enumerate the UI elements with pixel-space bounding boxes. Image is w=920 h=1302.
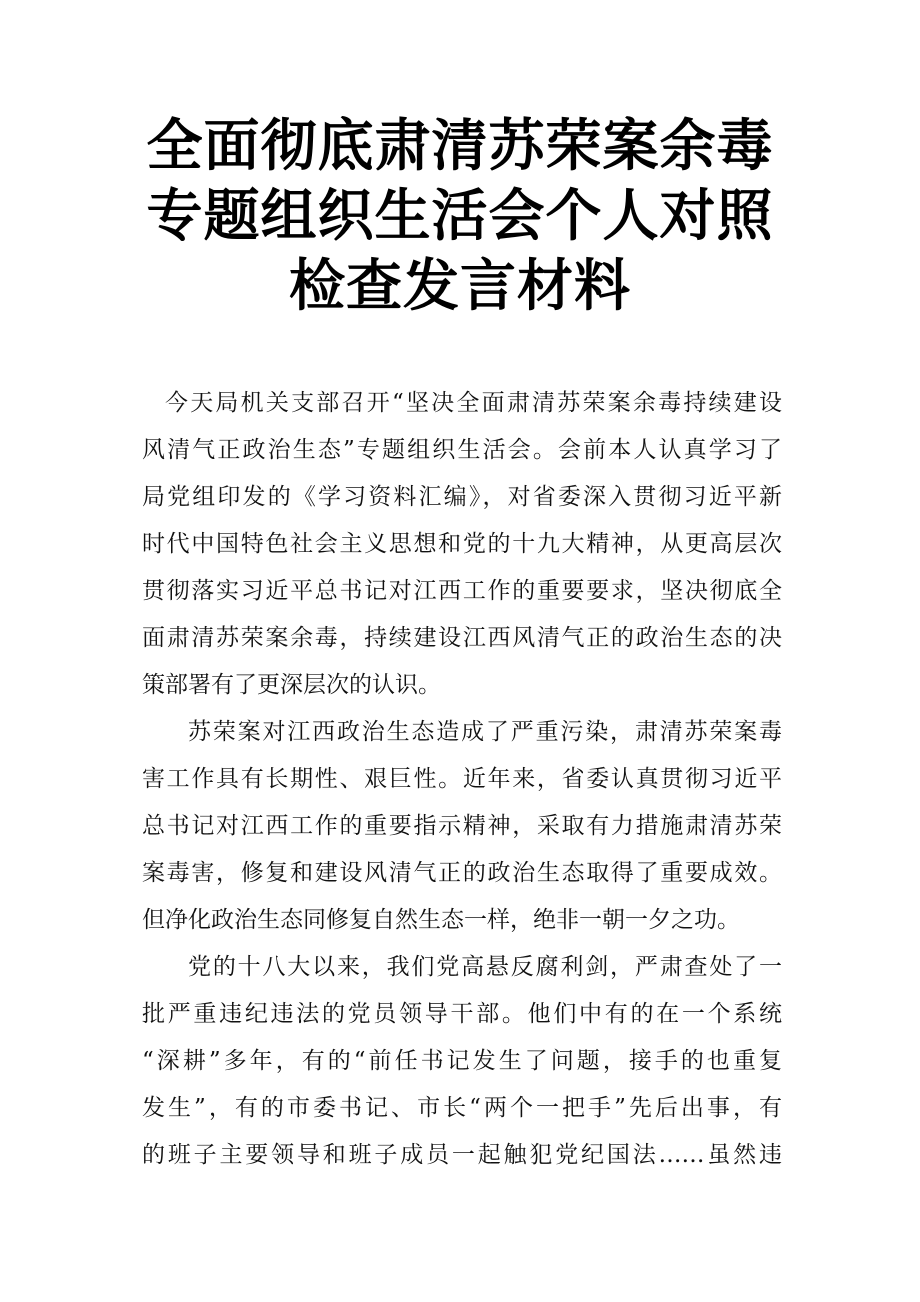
text-line: 案毒害，修复和建设风清气正的政治生态取得了重要成效。 [142, 860, 782, 886]
text-line: “深耕”多年，有的“前任书记发生了问题，接手的也重复 [142, 1048, 782, 1074]
text-line: 党的十八大以来，我们党高悬反腐利剑，严肃查处了一 [188, 954, 782, 980]
text-line: 局党组印发的《学习资料汇编》，对省委深入贯彻习近平新 [142, 484, 782, 510]
text-line: 害工作具有长期性、艰巨性。近年来，省委认真贯彻习近平 [142, 766, 782, 792]
text-line: 风清气正政治生态”专题组织生活会。会前本人认真学习了 [142, 437, 782, 463]
title-line: 全面彻底肃清苏荣案余毒 [146, 114, 774, 179]
text-line: 但净化政治生态同修复自然生态一样，绝非一朝一夕之功。 [142, 907, 740, 933]
text-line: 的班子主要领导和班子成员一起触犯党纪国法……虽然违 [142, 1142, 782, 1168]
document-body [142, 380, 782, 1179]
text-line: 面肃清苏荣案余毒，持续建设江西风清气正的政治生态的决 [142, 625, 782, 651]
text-line: 总书记对江西工作的重要指示精神，采取有力措施肃清苏荣 [142, 813, 782, 839]
text-line: 策部署有了更深层次的认识。 [142, 672, 441, 698]
title-line: 检查发言材料 [289, 254, 631, 319]
title-line: 专题组织生活会个人对照 [146, 184, 774, 249]
paragraph-3 [142, 944, 782, 1179]
text-line: 批严重违纪违法的党员领导干部。他们中有的在一个系统 [142, 1001, 782, 1027]
text-line: 贯彻落实习近平总书记对江西工作的重要要求，坚决彻底全 [142, 578, 782, 604]
text-line: 时代中国特色社会主义思想和党的十九大精神，从更高层次 [142, 531, 782, 557]
text-line: 今天局机关支部召开“坚决全面肃清苏荣案余毒持续建设 [165, 390, 782, 416]
paragraph-2 [142, 709, 782, 944]
document-title [100, 112, 820, 322]
paragraph-1 [142, 380, 782, 709]
text-line: 发生”，有的市委书记、市长“两个一把手”先后出事，有 [142, 1095, 782, 1121]
text-line: 苏荣案对江西政治生态造成了严重污染，肃清苏荣案毒 [188, 719, 782, 745]
